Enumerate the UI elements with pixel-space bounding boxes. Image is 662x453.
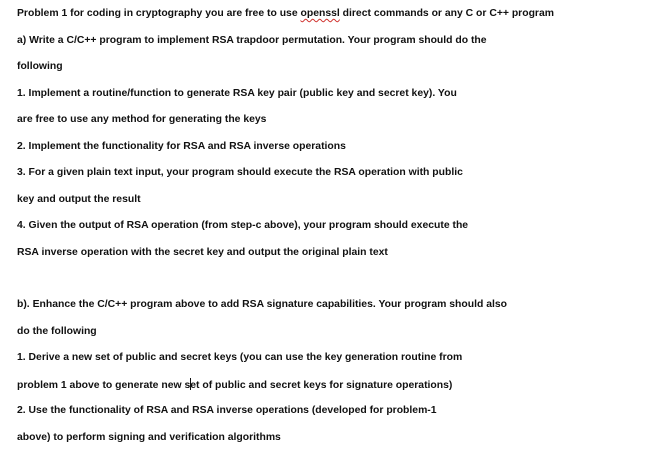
text-line: 1. Derive a new set of public and secret keys (you can use the key generation routine from bbox=[17, 352, 463, 363]
text-line: 2. Use the functionality of RSA and RSA inverse operations (developed for problem-1 bbox=[17, 405, 437, 416]
text-line: above) to perform signing and verification algorithms bbox=[17, 432, 281, 443]
text-line bbox=[17, 378, 452, 393]
text-line: key and output the result bbox=[17, 194, 141, 205]
text-segment: direct commands or any C or C++ program bbox=[339, 8, 554, 19]
text-line: 4. Given the output of RSA operation (from step-c above), your program should execute the bbox=[17, 220, 469, 231]
text-segment: problem 1 above to generate new s bbox=[17, 380, 191, 391]
text-line: b). Enhance the C/C++ program above to add RSA signature capabilities. Your program should also bbox=[17, 299, 507, 310]
text-line: are free to use any method for generating the keys bbox=[17, 114, 267, 125]
text-segment: Problem 1 for coding in cryptography you are free to use bbox=[17, 8, 301, 19]
text-line: a) Write a C/C++ program to implement RSA trapdoor permutation. Your program should do the bbox=[17, 35, 487, 46]
text-line: following bbox=[17, 61, 63, 72]
text-line: RSA inverse operation with the secret key and output the original plain text bbox=[17, 247, 388, 258]
text-segment: et of public and secret keys for signature operations) bbox=[190, 380, 453, 391]
text-line: do the following bbox=[17, 326, 97, 337]
text-line bbox=[17, 7, 554, 21]
text-line: 1. Implement a routine/function to generate RSA key pair (public key and secret key). You bbox=[17, 88, 457, 99]
text-line: 2. Implement the functionality for RSA and RSA inverse operations bbox=[17, 141, 346, 152]
text-line: 3. For a given plain text input, your program should execute the RSA operation with public bbox=[17, 167, 463, 178]
misspelled-word[interactable]: openssl bbox=[300, 8, 340, 19]
